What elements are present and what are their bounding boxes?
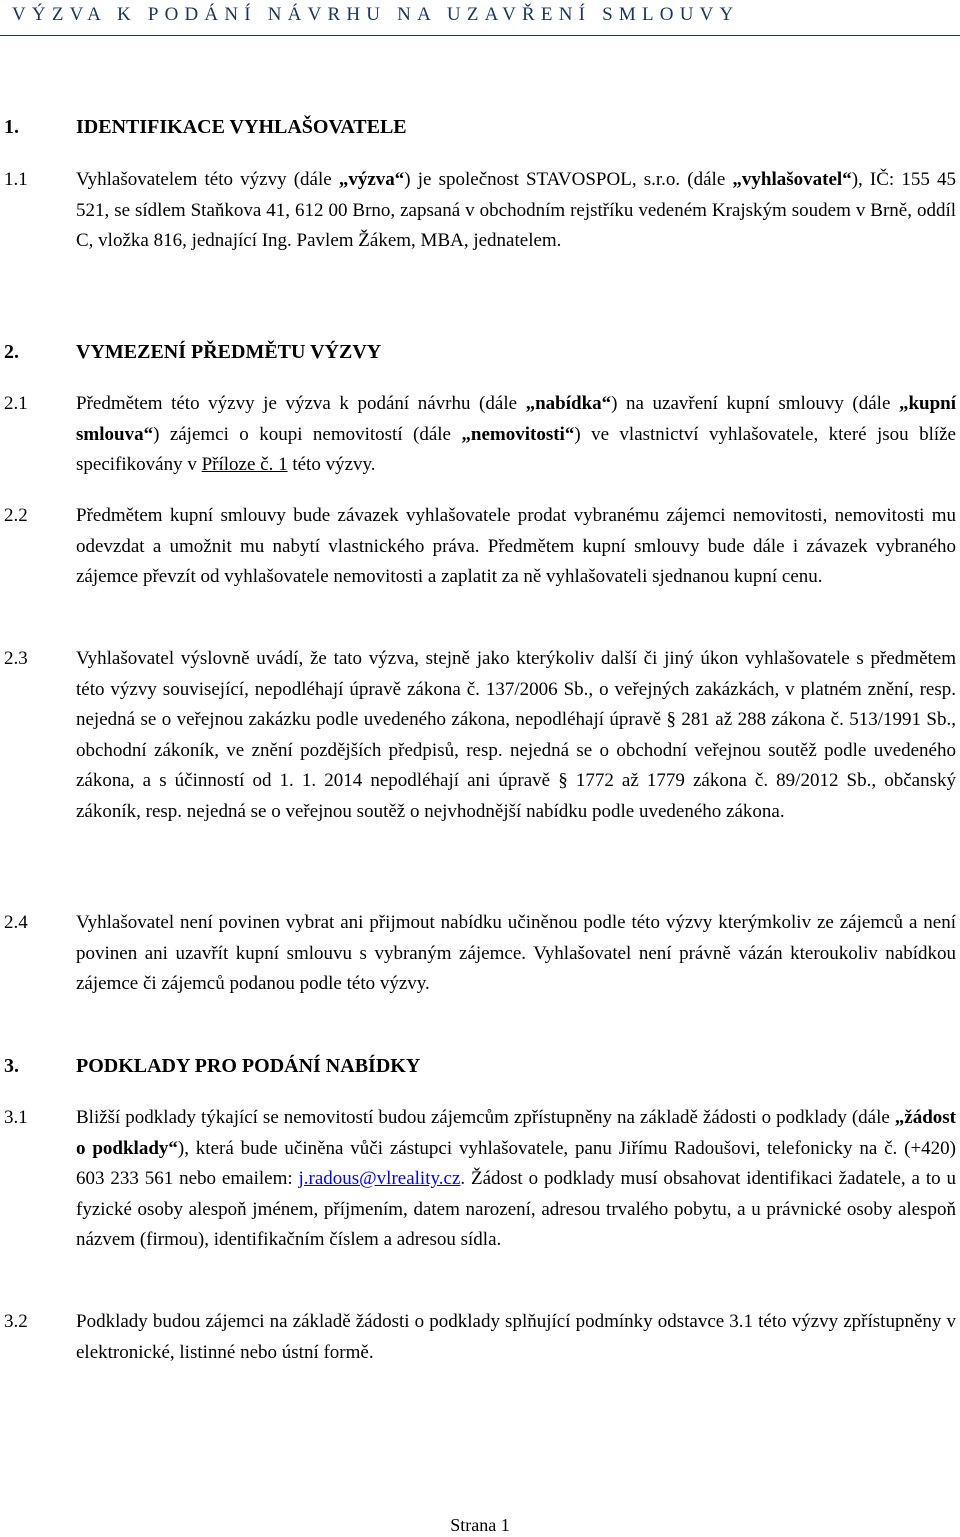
paragraph-number: 3.1 <box>4 1107 28 1128</box>
paragraph-text <box>76 389 956 481</box>
paragraph-number: 2.4 <box>4 912 28 933</box>
defined-term: „nemovitosti“ <box>461 423 575 445</box>
paragraph-2-3 <box>4 644 956 827</box>
text-run: Předmětem této výzvy je výzva k podání návrhu (dále <box>76 393 526 414</box>
section-title: VYMEZENÍ PŘEDMĚTU VÝZVY <box>76 341 382 363</box>
paragraph-2-4 <box>4 908 956 1000</box>
text-run: . Žádost o podklady musí obsahovat identifikaci žadatele, a to u fyzické osoby alespoň jménem, příjmením, datem narození, adresou trvalého pobytu, a u právnické osoby alespoň názvem (firmou), identifikačním číslem a adresou sídla. <box>76 1168 956 1250</box>
text-run: ) ve vlastnictví vyhlašovatele, které jsou blíže specifikovány v <box>76 423 956 475</box>
text-run: ), která bude učiněna vůči zástupci vyhlašovatele, panu Jiřímu Radoušovi, telefonicky na č. (+420) 603 233 561 nebo emailem: <box>76 1137 956 1189</box>
text-run: Vyhlašovatelem této výzvy (dále <box>76 169 339 190</box>
section-title: PODKLADY PRO PODÁNÍ NABÍDKY <box>76 1055 421 1077</box>
defined-term: „žádost o podklady“ <box>76 1107 956 1159</box>
text-run: ) zájemci o koupi nemovitostí (dále <box>153 423 462 445</box>
annex-reference: Příloze č. 1 <box>201 454 288 475</box>
paragraph-number: 3.2 <box>4 1311 28 1332</box>
title-divider <box>0 35 960 36</box>
paragraph-number: 2.3 <box>4 648 28 669</box>
section-title: IDENTIFIKACE VYHLAŠOVATELE <box>76 116 407 138</box>
page-number: Strana 1 <box>450 1515 510 1535</box>
section-number: 2. <box>4 341 19 363</box>
page-footer <box>0 1514 960 1536</box>
defined-term: „kupní smlouva“ <box>76 393 956 445</box>
email-link[interactable]: j.radous@vlreality.cz <box>298 1168 461 1189</box>
paragraph-2-1 <box>4 389 956 481</box>
paragraph-number: 1.1 <box>4 169 28 190</box>
paragraph-text: Vyhlašovatel výslovně uvádí, že tato výzva, stejně jako kterýkoliv další či jiný úkon vyhlašovatele s předmětem této výzvy související, nepodléhají úpravě zákona č. 137/2006 Sb., o veřejných zakázkách, v platném znění, resp. nejedná se o veřejnou zakázku podle uvedeného zákona, nepodléhají úpravě § 281 až 288 zákona č. 513/1991 Sb., obchodní zákoník, ve znění pozdějších předpisů, resp. nejedná se o obchodní veřejnou soutěž podle uvedeného zákona, a s účinností od 1. 1. 2014 nepodléhají ani úpravě § 1772 až 1779 zákona č. 89/2012 Sb., občanský zákoník, resp. nejedná se o veřejnou soutěž o nejvhodnější nabídku podle uvedeného zákona. <box>76 648 956 822</box>
text-run: této výzvy. <box>287 454 376 475</box>
text-run: ), IČ: 155 45 521, se sídlem Staňkova 41, 612 00 Brno, zapsaná v obchodním rejstříku vedeném Krajským soudem v Brně, oddíl C, vložka 816, jednající Ing. Pavlem Žákem, MBA, jednatelem. <box>76 169 957 251</box>
section-number: 1. <box>4 116 19 138</box>
paragraph-3-2 <box>4 1307 956 1368</box>
defined-term: „vyhlašovatel“ <box>732 169 852 190</box>
defined-term: „nabídka“ <box>525 393 612 414</box>
paragraph-text <box>76 1103 956 1256</box>
paragraph-text: Podklady budou zájemci na základě žádosti o podklady splňující podmínky odstavce 3.1 této výzvy zpřístupněny v elektronické, listinné nebo ústní formě. <box>76 1311 956 1363</box>
paragraph-number: 2.2 <box>4 505 28 526</box>
paragraph-text: Vyhlašovatel není povinen vybrat ani přijmout nabídku učiněnou podle této výzvy kterýmkoliv ze zájemců a není povinen ani uzavřít kupní smlouvu s vybraným zájemce. Vyhlašovatel není právně vázán kteroukoliv nabídkou zájemce či zájemců podanou podle této výzvy. <box>76 912 956 994</box>
text-run: ) na uzavření kupní smlouvy (dále <box>611 393 899 414</box>
paragraph-2-2 <box>4 501 956 593</box>
paragraph-number: 2.1 <box>4 393 28 414</box>
paragraph-text: Předmětem kupní smlouvy bude závazek vyhlašovatele prodat vybranému zájemci nemovitosti, nemovitosti mu odevzdat a umožnit mu nabytí vlastnického práva. Předmětem kupní smlouvy bude dále i závazek vybraného zájemce převzít od vyhlašovatele nemovitosti a zaplatit za ně vyhlašovateli sjednanou kupní cenu. <box>76 505 956 587</box>
paragraph-3-1 <box>4 1103 956 1256</box>
paragraph-text <box>76 165 956 257</box>
text-run: ) je společnost STAVOSPOL, s.r.o. (dále <box>404 169 733 190</box>
defined-term: „výzva“ <box>338 169 405 190</box>
section-number: 3. <box>4 1055 19 1077</box>
document-title: VÝZVA K PODÁNÍ NÁVRHU NA UZAVŘENÍ SMLOUVY <box>12 4 740 25</box>
paragraph-1-1 <box>4 165 956 257</box>
text-run: Bližší podklady týkající se nemovitostí budou zájemcům zpřístupněny na základě žádosti o podklady (dále <box>76 1107 895 1128</box>
